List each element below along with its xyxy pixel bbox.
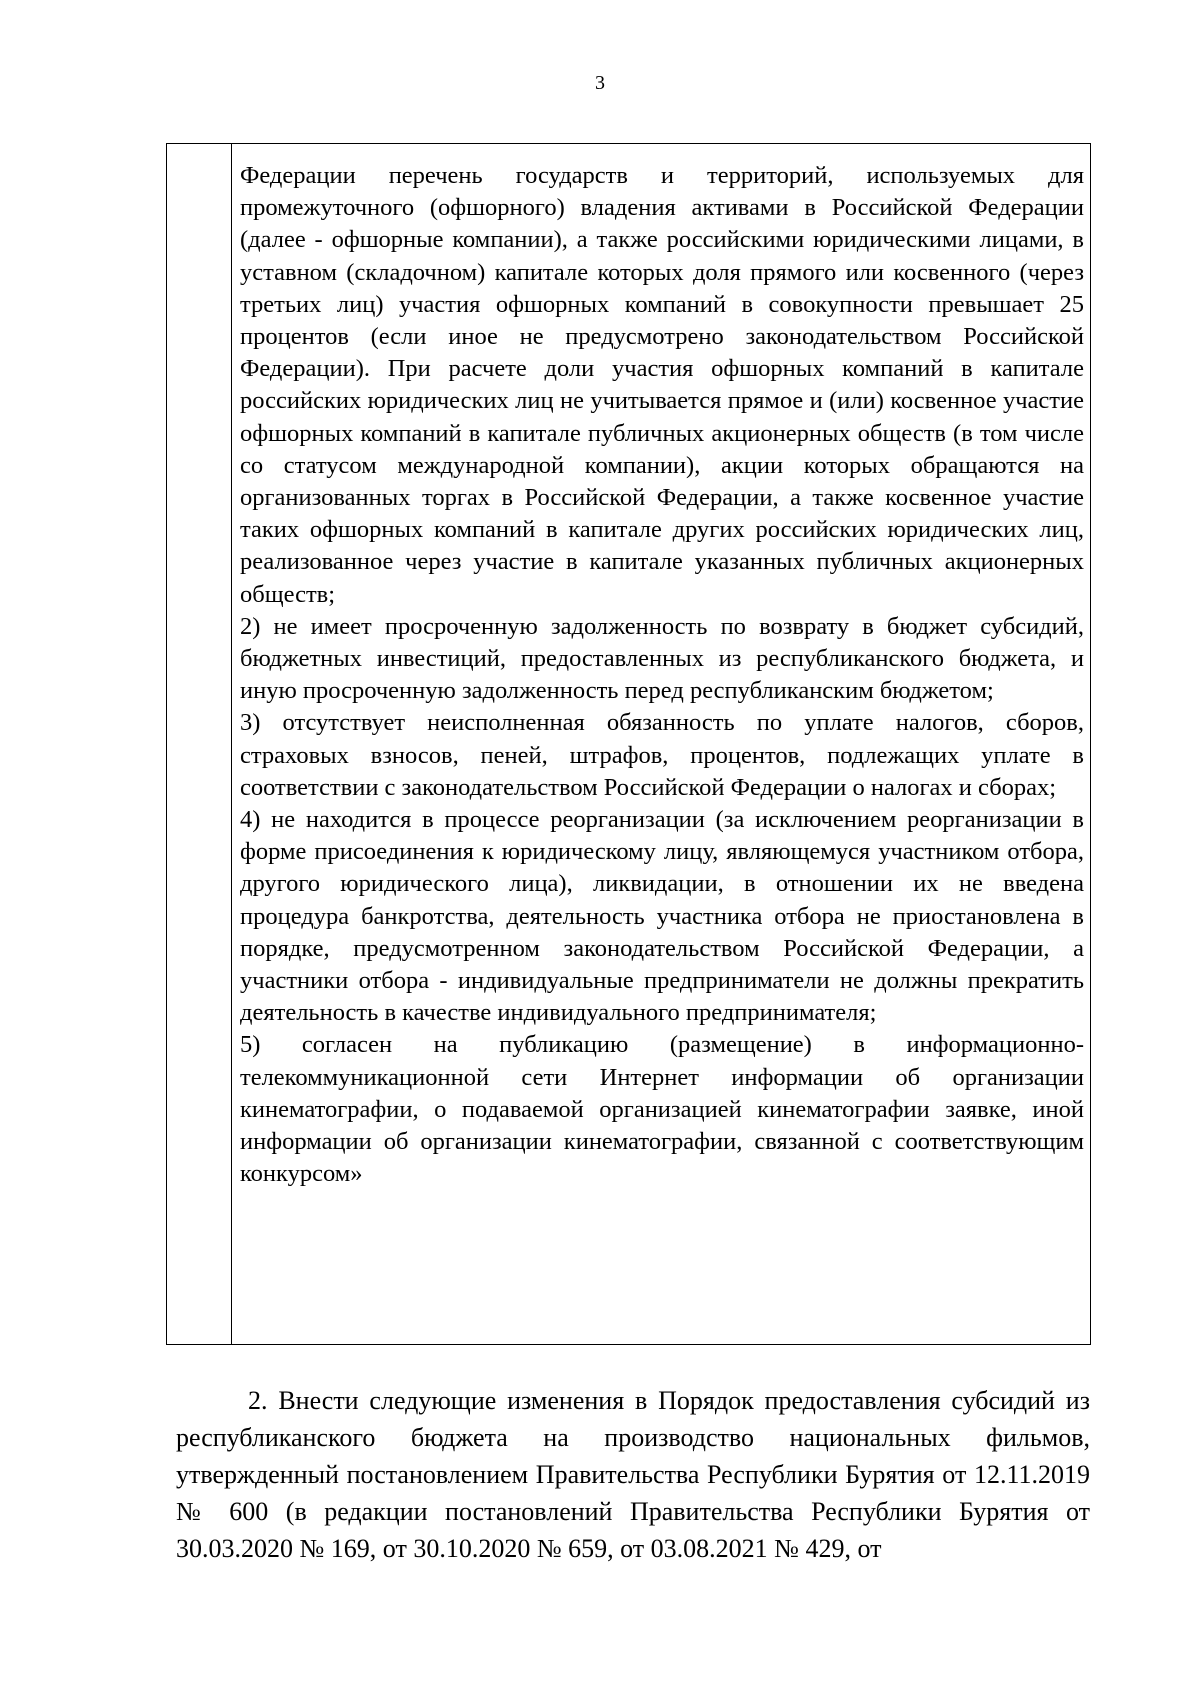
table-paragraph-item-5: 5) согласен на публикацию (размещение) в информационно-телекоммуникационной сети Интернет информации об организации кинематографии, о подаваемой организацией кинематографии заявке, иной информации об организации кинематографии, связанной с соответствующим конкурсом»	[240, 1031, 1084, 1188]
table-left-cell	[167, 144, 232, 1344]
amendment-table	[166, 143, 1091, 1345]
table-paragraph-item-2: 2) не имеет просроченную задолженность по возврату в бюджет субсидий, бюджетных инвестиций, предоставленных из республиканского бюджета, и иную просроченную задолженность перед республиканским бюджетом;	[240, 612, 1084, 705]
table-paragraph-offshore: Федерации перечень государств и территорий, используемых для промежуточного (офшорного) владения активами в Российской Федерации (далее - офшорные компании), а также российскими юридическими лицами, в уставном (складочном) капитале которых доля прямого или косвенного (через третьих лиц) участия офшорных компаний в совокупности превышает 25 процентов (если иное не предусмотрено законодательством Российской Федерации). При расчете доли участия офшорных компаний в капитале российских юридических лиц не учитывается прямое и (или) косвенное участие офшорных компаний в капитале публичных акционерных обществ (в том числе со статусом международной компании), акции которых обращаются на организованных торгах в Российской Федерации, а также косвенное участие таких офшорных компаний в капитале других российских юридических лиц, реализованное через участие в капитале указанных публичных акционерных обществ;	[240, 162, 1084, 608]
body-paragraph: 2. Внести следующие изменения в Порядок предоставления субсидий из республиканского бюджета на производство национальных фильмов, утвержденный постановлением Правительства Республики Бурятия от 12.11.2019 № 600 (в редакции постановлений Правительства Республики Бурятия от 30.03.2020 № 169, от 30.10.2020 № 659, от 03.08.2021 № 429, от	[176, 1386, 1090, 1563]
table-paragraph-item-4: 4) не находится в процессе реорганизации (за исключением реорганизации в форме присоединения к юридическому лицу, являющемуся участником отбора, другого юридического лица), ликвидации, в отношении их не введена процедура банкротства, деятельность участника отбора не приостановлена в порядке, предусмотренном законодательством Российской Федерации, а участники отбора - индивидуальные предприниматели не должны прекратить деятельность в качестве индивидуального предпринимателя;	[240, 806, 1084, 1027]
table-paragraph-item-3: 3) отсутствует неисполненная обязанность по уплате налогов, сборов, страховых взносов, пеней, штрафов, процентов, подлежащих уплате в соответствии с законодательством Российской Федерации о налогах и сборах;	[240, 709, 1084, 801]
table-right-cell	[232, 144, 1090, 1344]
page-number: 3	[595, 72, 605, 94]
